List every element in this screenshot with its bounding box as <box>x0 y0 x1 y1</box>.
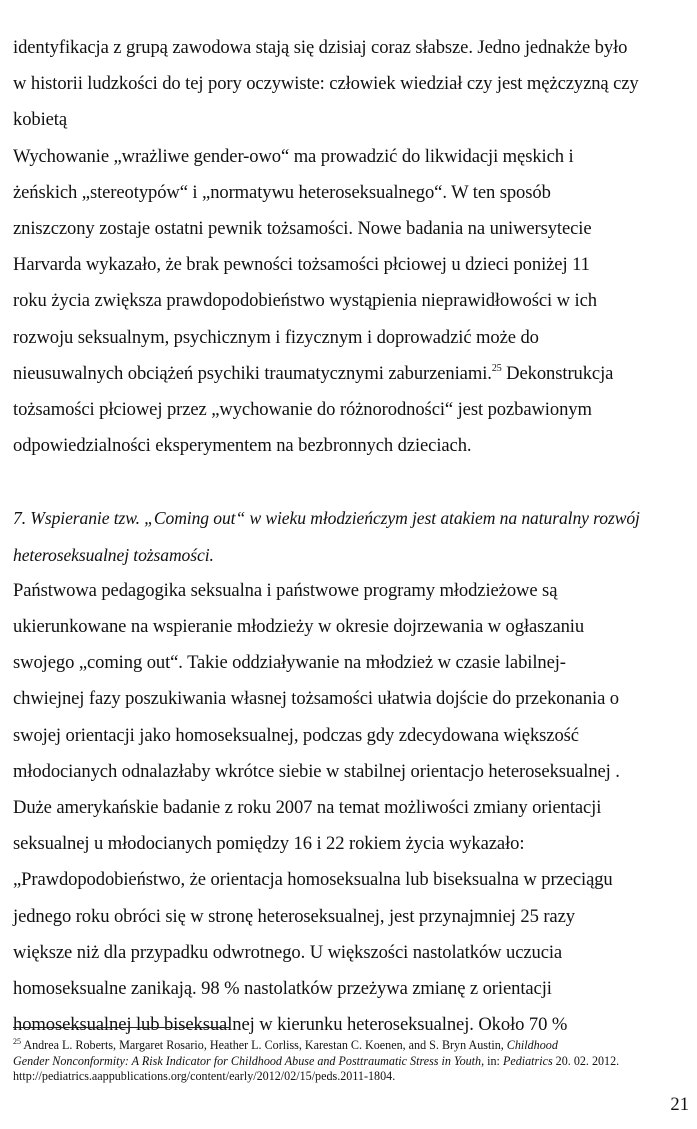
body-line: Harvarda wykazało, że brak pewności tożsamości płciowej u dzieci poniżej 11 <box>13 254 590 276</box>
footnote-title: Childhood <box>506 1038 558 1052</box>
body-line: żeńskich „stereotypów“ i „normatywu heteroseksualnego“. W ten sposób <box>13 181 551 203</box>
footnote-authors: Andrea L. Roberts, Margaret Rosario, Heather L. Corliss, Karestan C. Koenen, and S. Bryn Austin, <box>21 1038 507 1052</box>
body-line: młodocianych odnalazłaby wkrótce siebie w stabilnej orientacjo heteroseksualnej . <box>13 760 620 782</box>
body-line: swojego „coming out“. Takie oddziaływanie na młodzież w czasie labilnej- <box>13 652 566 674</box>
body-line-with-footnote <box>13 356 697 392</box>
page-number: 21 <box>670 1094 689 1115</box>
body-line: seksualnej u młodocianych pomiędzy 16 i 22 rokiem życia wykazało: <box>13 833 525 855</box>
footnote-reference: 25 <box>491 362 502 374</box>
footnote-line <box>13 1038 689 1054</box>
body-text: nieusuwalnych obciążeń psychiki traumatycznymi zaburzeniami. <box>13 362 492 384</box>
body-text: Dekonstrukcja <box>501 362 614 384</box>
paragraph-gap <box>13 464 697 500</box>
footnote-line <box>13 1054 689 1070</box>
footnote-in: in: <box>484 1053 503 1068</box>
body-line: ukierunkowane na wspieranie młodzieży w okresie dojrzewania w ogłaszaniu <box>13 616 585 637</box>
body-line: odpowiedzialności eksperymentem na bezbronnych dzieciach. <box>13 435 472 457</box>
body-line: rozwoju seksualnym, psychicznym i fizycznym i doprowadzić może do <box>13 326 539 348</box>
footnote-title: Gender Nonconformity: A Risk Indicator for Childhood Abuse and Posttraumatic Stress in Youth, <box>13 1053 485 1068</box>
body-line: kobietą <box>13 109 68 131</box>
footnote-url: http://pediatrics.aappublications.org/content/early/2012/02/15/peds.2011-1804. <box>13 1069 396 1083</box>
footnote-journal: Pediatrics <box>502 1053 553 1068</box>
body-line: Państwowa pedagogika seksualna i państwowe programy młodzieżowe są <box>13 579 558 601</box>
body-line: identyfikacja z grupą zawodowa stają się dzisiaj coraz słabsze. Jedno jednakże było <box>13 37 628 58</box>
body-line: tożsamości płciowej przez „wychowanie do różnorodności“ jest pozbawionym <box>13 398 592 420</box>
body-line: większe niż dla przypadku odwrotnego. U większości nastolatków uczucia <box>13 941 563 963</box>
body-line: Wychowanie „wrażliwe gender-owo“ ma prowadzić do likwidacji męskich i <box>13 145 574 167</box>
body-line: Duże amerykańskie badanie z roku 2007 na temat możliwości zmiany orientacji <box>13 796 602 818</box>
body-line: homoseksualnej lub biseksualnej w kierunku heteroseksualnej. Około 70 % <box>13 1014 568 1036</box>
body-line: zniszczony zostaje ostatni pewnik tożsamości. Nowe badania na uniwersytecie <box>13 217 592 239</box>
body-line: jednego roku obróci się w stronę heteroseksualnej, jest przynajmniej 25 razy <box>13 905 575 927</box>
body-line: „Prawdopodobieństwo, że orientacja homoseksualna lub biseksualna w przeciągu <box>13 869 613 891</box>
page-body <box>13 30 697 1043</box>
section-heading: 7. Wspieranie tzw. „Coming out“ w wieku młodzieńczym jest atakiem na naturalny rozwój <box>13 508 640 529</box>
footnote <box>13 1038 689 1085</box>
section-heading: heteroseksualnej tożsamości. <box>13 544 214 565</box>
body-line: homoseksualne zanikają. 98 % nastolatków przeżywa zmianę z orientacji <box>13 977 552 999</box>
footnote-date: 20. 02. 2012. <box>552 1053 620 1068</box>
footnote-separator <box>13 1027 230 1028</box>
body-line: w historii ludzkości do tej pory oczywiste: człowiek wiedział czy jest mężczyzną czy <box>13 73 639 95</box>
footnote-number: 25 <box>13 1037 21 1046</box>
body-line: chwiejnej fazy poszukiwania własnej tożsamości ułatwia dojście do przekonania o <box>13 688 620 710</box>
body-line: swojej orientacji jako homoseksualnej, podczas gdy zdecydowana większość <box>13 724 579 746</box>
body-line: roku życia zwiększa prawdopodobieństwo wystąpienia nieprawidłowości w ich <box>13 290 597 312</box>
